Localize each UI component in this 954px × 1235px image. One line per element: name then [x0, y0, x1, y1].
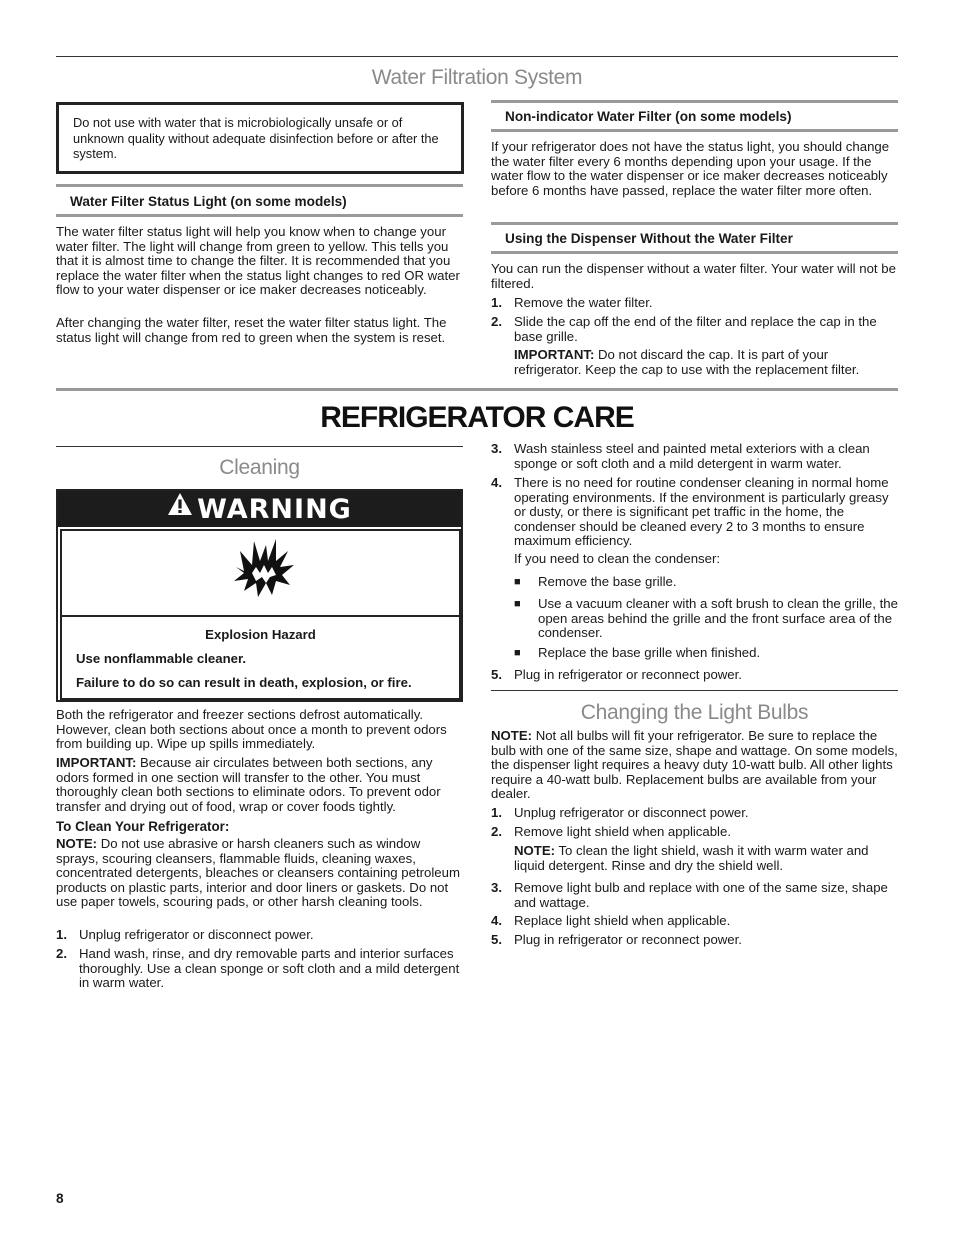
- step-number: 5.: [491, 932, 502, 947]
- hazard-title: Explosion Hazard: [205, 627, 316, 642]
- warning-text-box: [60, 615, 461, 700]
- warning-icon-box: [60, 529, 461, 617]
- explosion-icon: [230, 537, 298, 603]
- important-label: IMPORTANT:: [56, 755, 137, 770]
- caution-box: [56, 102, 464, 174]
- main-title-rule: [56, 388, 898, 391]
- step-number: 1.: [491, 295, 502, 310]
- step-text: Plug in refrigerator or reconnect power.: [514, 667, 742, 682]
- cleaning-para1: Both the refrigerator and freezer sections defrost automatically. However, clean both sections about once a month to prevent odors from building up. Wipe up spills immediately.: [56, 707, 447, 752]
- non-indicator-rule-bottom: [491, 129, 898, 132]
- light-bulbs-rule: [491, 690, 898, 691]
- top-rule: [56, 56, 898, 57]
- note-label: NOTE:: [56, 836, 98, 851]
- step-text: Wash stainless steel and painted metal exteriors with a clean sponge or soft cloth and a mild detergent in warm water.: [514, 441, 870, 471]
- hazard-line-1: Use nonflammable cleaner.: [76, 651, 247, 666]
- warning-box: [56, 489, 463, 702]
- bulb-step2-note: [514, 844, 899, 873]
- cleaning-rule: [56, 446, 463, 447]
- without-filter-rule: [491, 222, 898, 225]
- status-light-para1: The water filter status light will help you know when to change your water filter. The light will change from green to yellow. This tells you that it is almost time to change the filter. It is recommended that you replace the water filter when the status light changes to red OR water flow to your water dispenser or ice maker decreases noticeably.: [56, 224, 460, 298]
- step-text: There is no need for routine condenser cleaning in normal home operating environments. If the environment is particularly greasy or dusty, or there is significant pet traffic in the home, the condenser should be cleaned every 2 to 3 months to ensure maximum efficiency.: [514, 475, 889, 549]
- light-bulbs-title: Changing the Light Bulbs: [580, 701, 809, 724]
- step-number: 3.: [491, 880, 502, 895]
- non-indicator-rule: [491, 100, 898, 103]
- step-text: Replace light shield when applicable.: [514, 913, 731, 928]
- cleaning-important: [56, 756, 464, 814]
- bullet-text: Remove the base grille.: [538, 574, 677, 589]
- note-label: NOTE:: [491, 728, 533, 743]
- condenser-intro: If you need to clean the condenser:: [514, 551, 721, 566]
- step-number: 2.: [491, 824, 502, 839]
- warning-label: WARNING: [197, 494, 352, 525]
- to-clean-heading: To Clean Your Refrigerator:: [56, 819, 230, 834]
- bullet-square-icon: ■: [514, 647, 521, 659]
- without-filter-para: You can run the dispenser without a water filter. Your water will not be filtered.: [491, 261, 896, 291]
- step-number: 5.: [491, 667, 502, 682]
- bullet-text: Use a vacuum cleaner with a soft brush to clean the grille, the open areas behind the grille and the front surface area of the condenser.: [538, 596, 898, 641]
- bullet-square-icon: ■: [514, 576, 521, 588]
- hazard-line-2: Failure to do so can result in death, explosion, or fire.: [76, 675, 412, 690]
- without-filter-heading: Using the Dispenser Without the Water Filter: [505, 231, 793, 246]
- caution-text: Do not use with water that is microbiologically unsafe or of unknown quality without adequate disinfection before or after the system.: [73, 115, 439, 162]
- cleaning-title: Cleaning: [219, 456, 300, 479]
- step-text: Remove light bulb and replace with one of the same size, shape and wattage.: [514, 880, 888, 910]
- page-title: REFRIGERATOR CARE: [320, 401, 634, 434]
- step-number: 1.: [491, 805, 502, 820]
- step-number: 4.: [491, 475, 502, 490]
- non-indicator-heading: Non-indicator Water Filter (on some models): [505, 109, 792, 124]
- important-text: Do not discard the cap. It is part of your refrigerator. Keep the cap to use with the replacement filter.: [514, 347, 860, 377]
- step-text: Remove light shield when applicable.: [514, 824, 731, 839]
- note-text: To clean the light shield, wash it with warm water and liquid detergent. Rinse and dry the shield well.: [514, 843, 869, 873]
- page-number: 8: [56, 1191, 64, 1206]
- note-text: Not all bulbs will fit your refrigerator. Be sure to replace the bulb with one of the same size, shape and wattage. On some models, the dispenser light requires a heavy duty 10-watt bulb. All other lights require a 40-watt bulb. Replacement bulbs are available from your dealer.: [491, 728, 898, 802]
- cleaning-note: [56, 837, 464, 910]
- note-text: Do not use abrasive or harsh cleaners such as window sprays, scouring cleansers, flammable fluids, cleaning waxes, concentrated detergents, bleaches or cleansers containing petroleum products on plastic parts, interior and door liners or gaskets. Do not use paper towels, scouring pads, or other harsh cleaning tools.: [56, 836, 460, 910]
- step-text: Unplug refrigerator or disconnect power.: [79, 927, 314, 942]
- warning-triangle-icon: [167, 489, 193, 527]
- step-text: Slide the cap off the end of the filter and replace the cap in the base grille.: [514, 314, 877, 344]
- step-number: 2.: [56, 946, 67, 961]
- step-number: 4.: [491, 913, 502, 928]
- step-text: Unplug refrigerator or disconnect power.: [514, 805, 749, 820]
- step-number: 2.: [491, 314, 502, 329]
- step-text: Remove the water filter.: [514, 295, 653, 310]
- important-label: IMPORTANT:: [514, 347, 595, 362]
- important-text: Because air circulates between both sections, any odors formed in one section will transfer to the other. You must thoroughly clean both sections to eliminate odors. To prevent odor transfer and drying out of food, wrap or cover foods tightly.: [56, 755, 441, 814]
- without-filter-important: [514, 348, 899, 377]
- status-light-rule: [56, 184, 463, 187]
- step-number: 1.: [56, 927, 67, 942]
- status-light-para2: After changing the water filter, reset the water filter status light. The status light will change from red to green when the system is reset.: [56, 315, 447, 345]
- water-filtration-title: Water Filtration System: [371, 66, 583, 89]
- warning-header: [58, 491, 461, 527]
- bullet-square-icon: ■: [514, 598, 521, 610]
- step-text: Plug in refrigerator or reconnect power.: [514, 932, 742, 947]
- light-bulbs-note: [491, 729, 899, 802]
- bullet-text: Replace the base grille when finished.: [538, 645, 761, 660]
- note-label: NOTE:: [514, 843, 556, 858]
- step-number: 3.: [491, 441, 502, 456]
- status-light-heading: Water Filter Status Light (on some models): [70, 194, 347, 209]
- status-light-rule-bottom: [56, 214, 463, 217]
- without-filter-rule-bottom: [491, 251, 898, 254]
- step-text: Hand wash, rinse, and dry removable parts and interior surfaces thoroughly. Use a clean sponge or soft cloth and a mild detergent in warm water.: [79, 946, 460, 991]
- non-indicator-para: If your refrigerator does not have the status light, you should change the water filter every 6 months depending upon your usage. If the water flow to the water dispenser or ice maker decreases noticeably before 6 months have passed, replace the water filter more often.: [491, 139, 890, 198]
